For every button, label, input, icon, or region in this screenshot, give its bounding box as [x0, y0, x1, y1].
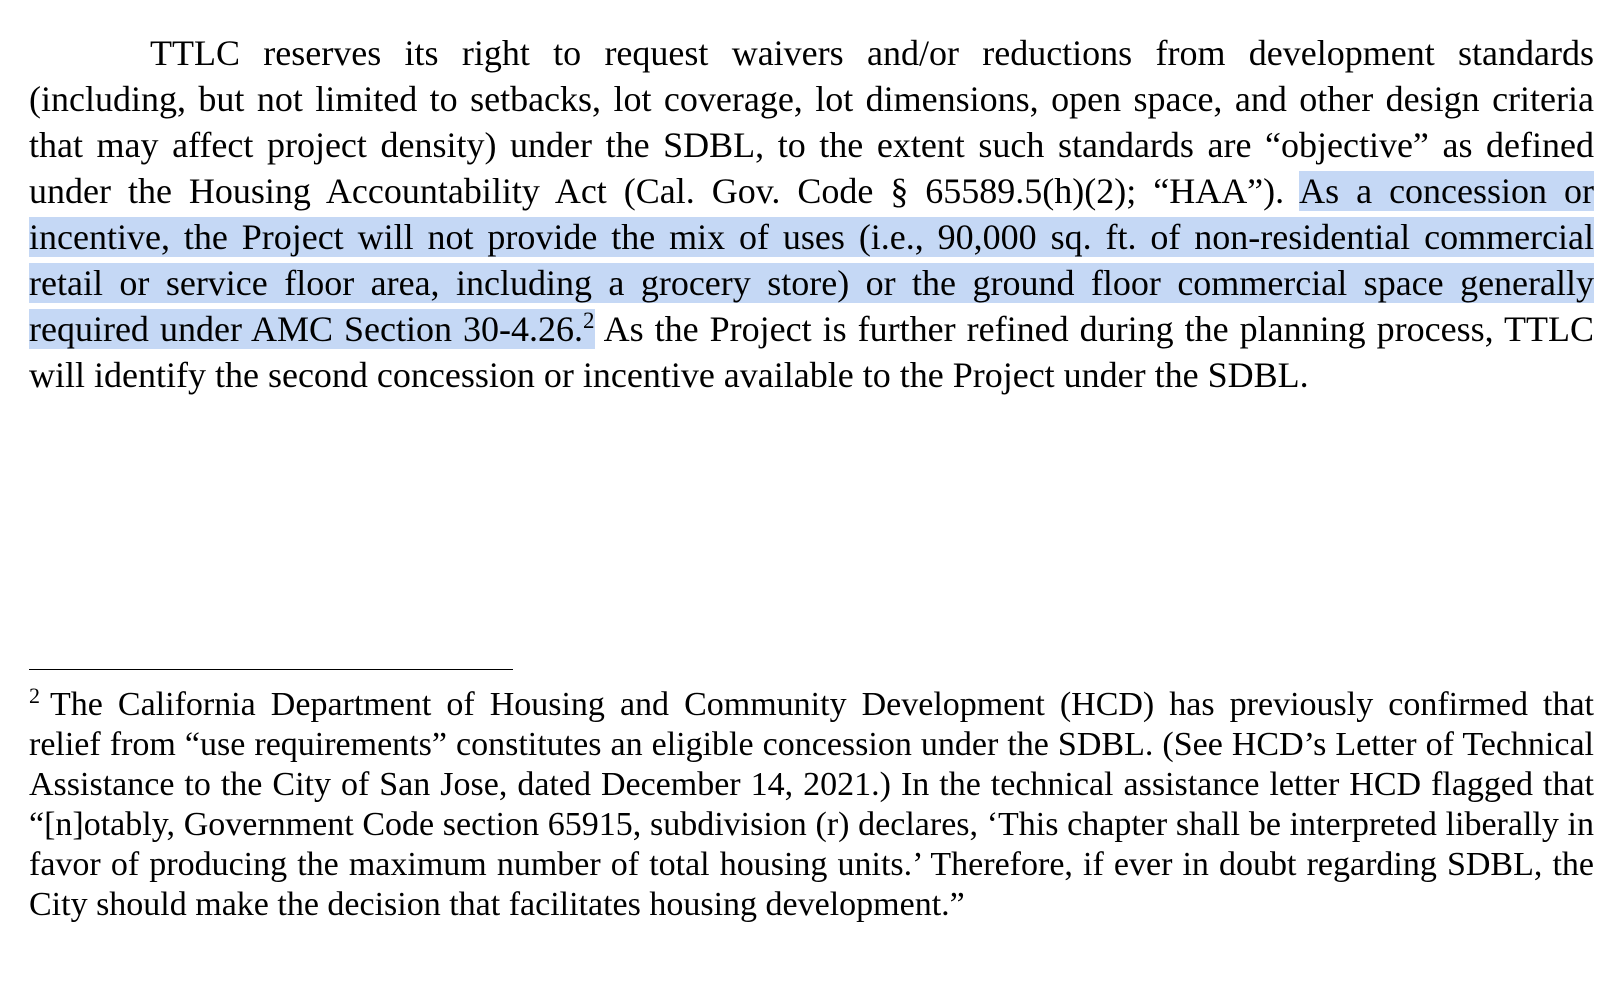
highlighted-text[interactable]: As a concession or incentive, the Project will not provide the mix of uses (i.e., 90,000 sq. ft. of non-residential commercial retail or service floor area, including a grocery store) or the ground floor commercial space generally required under AMC Section 30-4.26. — [29, 171, 1594, 349]
body-text-intro: TTLC reserves its right to request waivers and/or reductions from development standards (including, but not limited to setbacks, lot coverage, lot dimensions, open space, and other design criteria that may affect project density) under the SDBL, to the extent such standards are “objective” as defined under the Housing Accountability Act (Cal. Gov. Code § 65589.5(h)(2); “HAA”). — [29, 33, 1594, 211]
body-paragraph — [29, 30, 1594, 398]
body-text-closing: As the Project is further refined during the planning process, TTLC will identify the second concession or incentive available to the Project under the SDBL. — [29, 309, 1594, 395]
footnote — [29, 682, 1594, 925]
footnote-separator — [29, 669, 513, 670]
footnote-reference[interactable]: 2 — [583, 308, 595, 333]
footnote-text: The California Department of Housing and Community Development (HCD) has previously confirmed that relief from “use requirements” constitutes an eligible concession under the SDBL. (See HCD’s Letter of Technical Assistance to the City of San Jose, dated December 14, 2021.) In the technical assistance letter HCD flagged that “[n]otably, Government Code section 65915, subdivision (r) declares, ‘This chapter shall be interpreted liberally in favor of producing the maximum number of total housing units.’ Therefore, if ever in doubt regarding SDBL, the City should make the decision that facilitates housing development.” — [29, 686, 1594, 923]
footnote-number: 2 — [29, 682, 40, 708]
